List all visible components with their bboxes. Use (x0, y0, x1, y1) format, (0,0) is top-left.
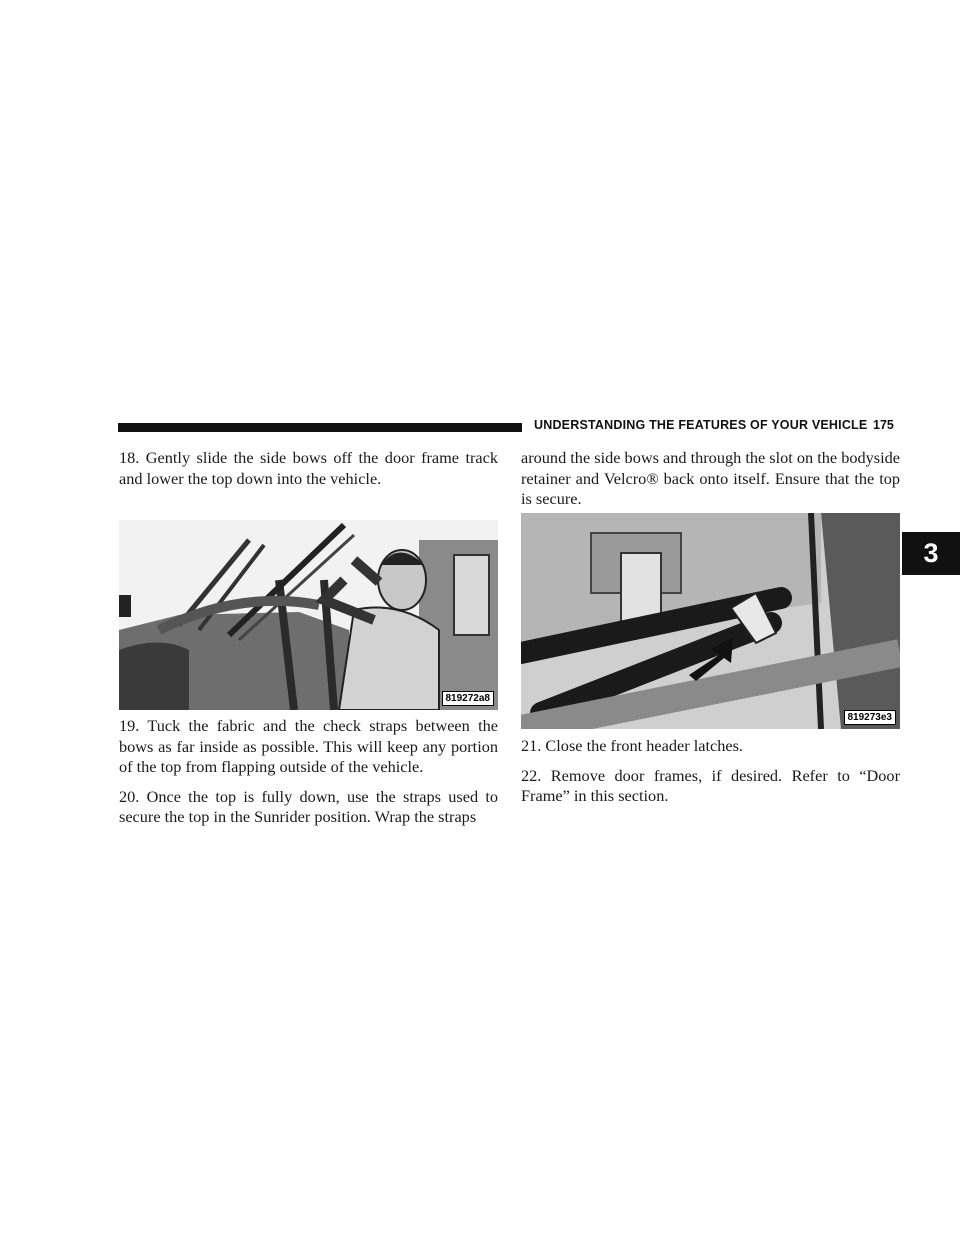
running-header: UNDERSTANDING THE FEATURES OF YOUR VEHICLE (534, 418, 868, 432)
step-19: 19. Tuck the fabric and the check straps between the bows as far inside as possible. This will keep any portion of the top from flapping outside of the vehicle. (119, 716, 498, 776)
right-column (521, 448, 900, 510)
right-column-lower (521, 736, 900, 807)
illustration-straps-on-bows (521, 513, 900, 729)
chapter-tab: 3 (902, 532, 960, 575)
step-22: 22. Remove door frames, if desired. Refer to “Door Frame” in this section. (521, 765, 900, 805)
figure-lowering-top (119, 520, 498, 710)
header-rule (118, 423, 522, 432)
left-column (119, 448, 498, 489)
step-21: 21. Close the front header latches. (521, 736, 743, 755)
figure-strap-wrap (521, 513, 900, 729)
left-column-lower (119, 716, 498, 828)
step-18: 18. Gently slide the side bows off the door frame track and lower the top down into the vehicle. (119, 448, 498, 488)
figure-id: 819272a8 (442, 691, 495, 706)
step-20: 20. Once the top is fully down, use the straps used to secure the top in the Sunrider position. Wrap the straps (119, 786, 498, 826)
illustration-person-lowering-top (119, 520, 498, 710)
figure-id: 819273e3 (844, 710, 897, 725)
step-20-continued: around the side bows and through the slot on the bodyside retainer and Velcro® back onto itself. Ensure that the top is secure. (521, 448, 900, 508)
page-number: 175 (873, 418, 894, 432)
